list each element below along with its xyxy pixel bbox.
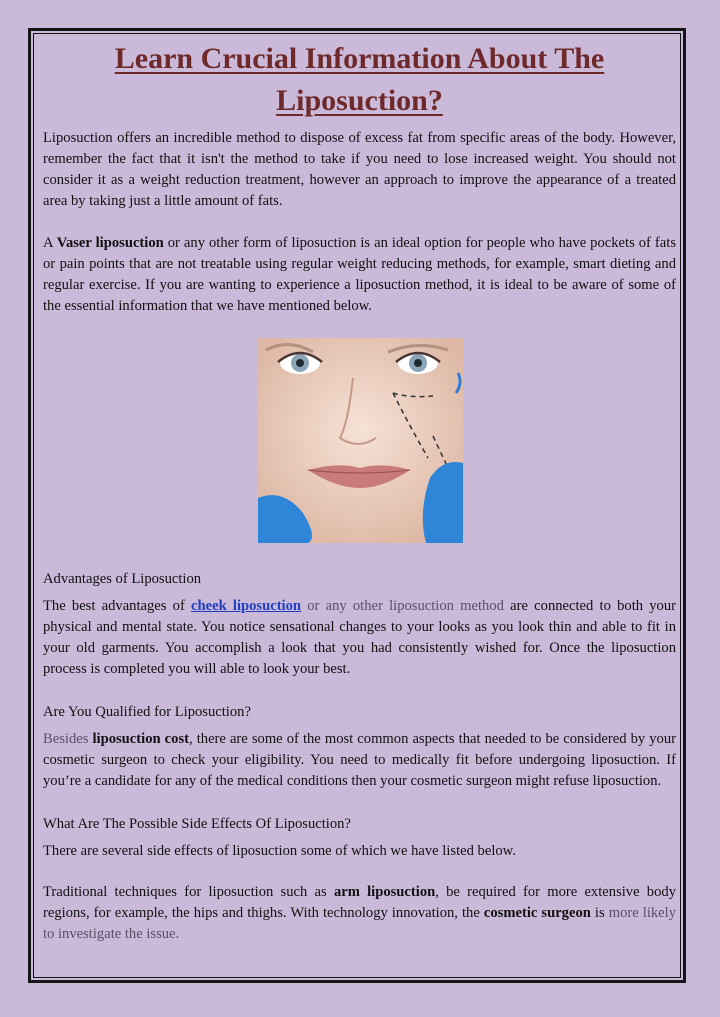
traditional-prefix: Traditional techniques for liposuction such as [43,884,334,900]
qualified-text: , there are some of the most common aspects that needed to be considered by your cosmetic surgeon to check your eligibility. You need to medically fit before undergoing liposuction. If you’re a candidate for any of the medical conditions then your cosmetic surgeon might refuse liposuction. [43,731,676,789]
traditional-middle: , be required for more extensive body regions, for example, the hips and thighs. With technology innovation, the [43,884,676,921]
intro-paragraph: Liposuction offers an incredible method to dispose of excess fat from specific areas of the body. However, remember the fact that it isn't the method to take if you need to lose increased weight. You should not consider it as a weight reduction treatment, however an approach to improve the appearance of a treated area by taking just a little amount of fats. [43,130,676,209]
face-illustration [258,338,463,543]
advantages-text: are connected to both your physical and mental state. You notice sensational changes to your looks as you look thin and able to fit in your old garments. You accomplish a look that you had consistently wished for. Once the liposuction process is completed you will able to look your best. [43,598,677,677]
cosmetic-surgeon-keyword: cosmetic surgeon [483,905,591,921]
vaser-liposuction-keyword: Vaser liposuction [56,235,164,251]
traditional-muted-text: more likely to investigate the issue. [43,905,677,942]
vaser-paragraph [43,233,676,317]
advantages-muted-text: or any other liposuction method [301,598,504,614]
advantages-prefix: The best advantages of [43,598,192,614]
qualified-paragraph [43,729,676,792]
advantages-paragraph [43,596,676,680]
qualified-heading: Are You Qualified for Liposuction? [43,704,251,720]
arm-liposuction-keyword: arm liposuction [333,884,436,900]
traditional-rest: is [590,905,605,921]
image-row [43,338,676,543]
side-effects-paragraph: There are several side effects of liposuction some of which we have listed below. [43,843,516,859]
side-effects-heading: What Are The Possible Side Effects Of Liposuction? [43,816,351,832]
vaser-text: or any other form of liposuction is an ideal option for people who have pockets of fats or pain points that are not treatable using regular weight reducing methods, for example, smart dieting and regular exercise. If you are wanting to experience a liposuction method, it is ideal to be aware of some of the essential information that we have mentioned below. [43,235,676,314]
liposuction-cost-keyword: liposuction cost [92,731,189,747]
page-title: Learn Crucial Information About The Liposuction? [114,42,605,117]
document-body [43,38,676,945]
vaser-prefix: A [43,235,57,251]
cheek-liposuction-link[interactable]: cheek liposuction [191,598,302,614]
face-liposuction-photo [258,338,463,543]
qualified-muted-text: Besides [43,731,93,747]
advantages-heading: Advantages of Liposuction [43,571,202,587]
traditional-paragraph [43,882,676,945]
